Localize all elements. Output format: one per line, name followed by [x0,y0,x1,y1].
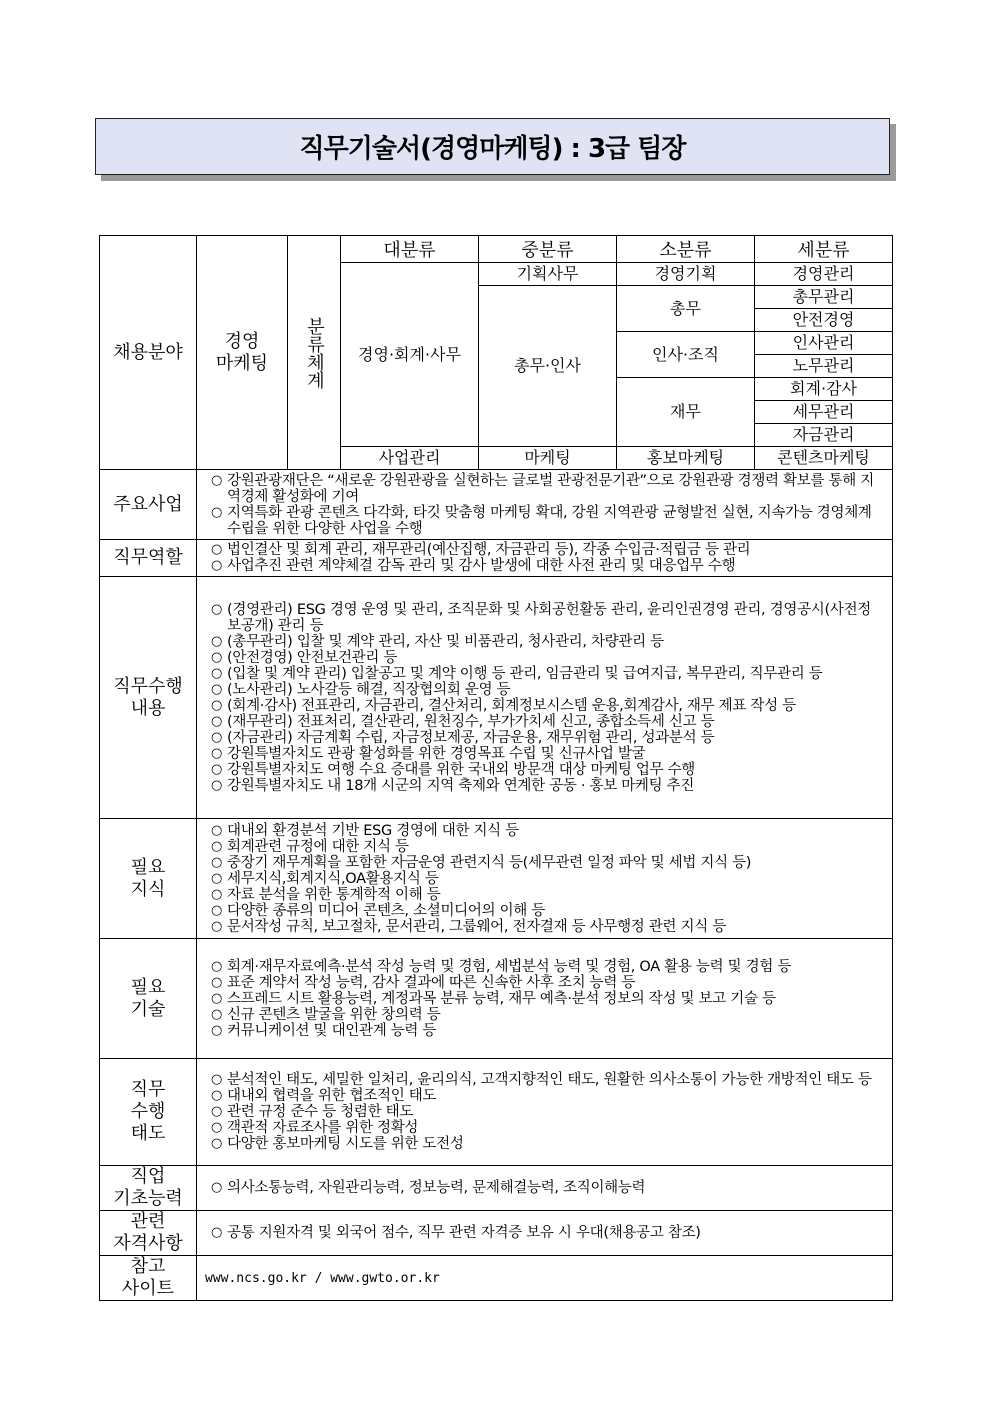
knowledge-label: 필요 지식 [100,819,197,939]
mid-category: 기획사무 [479,263,617,286]
list-item: ○ 객관적 자료조사를 위한 정확성 [211,1120,884,1136]
skills-content [197,939,893,1059]
recruit-field: 경영 마케팅 [197,236,288,470]
list-item: ○ 관련 규정 준수 등 청렴한 태도 [211,1104,884,1120]
duty-content-content [197,577,893,819]
attitude-content [197,1059,893,1166]
list-item: ○ 분석적인 태도, 세밀한 일처리, 윤리의식, 고객지향적인 태도, 원활한 의사소통이 가능한 개방적인 태도 등 [211,1072,884,1088]
list-item: ○ (총무관리) 입찰 및 계약 관리, 자산 및 비품관리, 청사관리, 차량관리 등 [211,634,884,650]
small-category: 경영기획 [617,263,755,286]
list-item: ○ 문서작성 규칙, 보고절차, 문서관리, 그룹웨어, 전자결재 등 사무행정 관련 지식 등 [211,919,884,935]
main-business-content [197,470,893,540]
list-item: ○ 강원특별자치도 내 18개 시군의 지역 축제와 연계한 공동 · 홍보 마케팅 추진 [211,778,884,794]
small-category: 인사·조직 [617,332,755,378]
duty-content-label: 직무수행 내용 [100,577,197,819]
major-category: 경영·회계·사무 [341,263,479,447]
detail-category: 콘텐츠마케팅 [755,447,893,470]
header-detail: 세분류 [755,236,893,263]
list-item: ○ 지역특화 관광 콘텐츠 다각화, 타깃 맞춤형 마케팅 확대, 강원 지역관광 균형발전 실현, 지속가능 경영체계 수립을 위한 다양한 사업을 수행 [211,505,884,537]
reference-site-link[interactable]: www.ncs.go.kr / www.gwto.or.kr [197,1256,893,1301]
list-item: ○ 사업추진 관련 계약체결 감독 관리 및 감사 발생에 대한 사전 관리 및 대응업무 수행 [211,558,884,574]
list-item: ○ (노사관리) 노사갈등 해결, 직장협의회 운영 등 [211,682,884,698]
detail-category: 세무관리 [755,401,893,424]
list-item: ○ 대내외 협력을 위한 협조적인 태도 [211,1088,884,1104]
small-category: 재무 [617,378,755,447]
list-item: ○ 법인결산 및 회계 관리, 재무관리(예산집행, 자금관리 등), 각종 수입금·적립금 등 관리 [211,542,884,558]
knowledge-content [197,819,893,939]
list-item: ○ 강원특별자치도 여행 수요 증대를 위한 국내외 방문객 대상 마케팅 업무 수행 [211,762,884,778]
detail-category: 인사관리 [755,332,893,355]
list-item: ○ 커뮤니케이션 및 대인관계 능력 등 [211,1023,884,1039]
header-mid: 중분류 [479,236,617,263]
small-category: 홍보마케팅 [617,447,755,470]
attitude-label: 직무 수행 태도 [100,1059,197,1166]
detail-category: 회계·감사 [755,378,893,401]
mid-category: 총무·인사 [479,286,617,447]
job-description-table [99,235,893,1301]
list-item: ○ (입찰 및 계약 관리) 입찰공고 및 계약 이행 등 관리, 임금관리 및 급여지급, 복무관리, 직무관리 등 [211,666,884,682]
list-item: ○ (안전경영) 안전보건관리 등 [211,650,884,666]
list-item: ○ 표준 계약서 작성 능력, 감사 결과에 따른 신속한 사후 조치 능력 등 [211,975,884,991]
reference-label: 참고 사이트 [100,1256,197,1301]
detail-category: 자금관리 [755,424,893,447]
duty-role-content [197,540,893,577]
list-item: ○ 다양한 종류의 미디어 콘텐츠, 소셜미디어의 이해 등 [211,903,884,919]
duty-role-label: 직무역할 [100,540,197,577]
page-title: 직무기술서(경영마케팅) : 3급 팀장 [95,118,890,175]
list-item: ○ 다양한 홍보마케팅 시도를 위한 도전성 [211,1136,884,1152]
list-item: ○ (재무관리) 전표처리, 결산관리, 원천징수, 부가가치세 신고, 종합소득세 신고 등 [211,714,884,730]
small-category: 총무 [617,286,755,332]
list-item: ○ (회계·감사) 전표관리, 자금관리, 결산처리, 회계정보시스템 운용,회계감사, 재무 제표 작성 등 [211,698,884,714]
header-small: 소분류 [617,236,755,263]
list-item: ○ 스프레드 시트 활용능력, 계정과목 분류 능력, 재무 예측·분석 정보의 작성 및 보고 기술 등 [211,991,884,1007]
list-item: ○ 회계·재무자료예측·분석 작성 능력 및 경험, 세법분석 능력 및 경험, OA 활용 능력 및 경험 등 [211,959,884,975]
list-item: ○ 강원관광재단은 “새로운 강원관광을 실현하는 글로벌 관광전문기관”으로 강원관광 경쟁력 확보를 통해 지역경제 활성화에 기여 [211,473,884,505]
classification-system-label: 분류체계 [288,236,341,470]
list-item: ○ 회계관련 규정에 대한 지식 등 [211,839,884,855]
detail-category: 총무관리 [755,286,893,309]
detail-category: 안전경영 [755,309,893,332]
major-category: 사업관리 [341,447,479,470]
header-major: 대분류 [341,236,479,263]
qualification-label: 관련 자격사항 [100,1211,197,1256]
list-item: ○ 강원특별자치도 관광 활성화를 위한 경영목표 수립 및 신규사업 발굴 [211,746,884,762]
basic-ability-label: 직업 기초능력 [100,1166,197,1211]
list-item: ○ 신규 콘텐츠 발굴을 위한 창의력 등 [211,1007,884,1023]
list-item: ○ 자료 분석을 위한 통계학적 이해 등 [211,887,884,903]
mid-category: 마케팅 [479,447,617,470]
list-item: ○ 대내외 환경분석 기반 ESG 경영에 대한 지식 등 [211,823,884,839]
detail-category: 경영관리 [755,263,893,286]
main-business-label: 주요사업 [100,470,197,540]
skills-label: 필요 기술 [100,939,197,1059]
list-item: ○ 공통 지원자격 및 외국어 점수, 직무 관련 자격증 보유 시 우대(채용공고 참조) [211,1225,884,1241]
list-item: ○ (경영관리) ESG 경영 운영 및 관리, 조직문화 및 사회공헌활동 관리, 윤리인권경영 관리, 경영공시(사전정보공개) 관리 등 [211,602,884,634]
list-item: ○ 중장기 재무계획을 포함한 자금운영 관련지식 등(세무관련 일정 파악 및 세법 지식 등) [211,855,884,871]
list-item: ○ 의사소통능력, 자원관리능력, 정보능력, 문제해결능력, 조직이해능력 [211,1180,884,1196]
basic-ability-content [197,1166,893,1211]
list-item: ○ (자금관리) 자금계획 수립, 자금정보제공, 자금운용, 재무위험 관리, 성과분석 등 [211,730,884,746]
qualification-content [197,1211,893,1256]
recruit-label: 채용분야 [100,236,197,470]
detail-category: 노무관리 [755,355,893,378]
list-item: ○ 세무지식,회계지식,OA활용지식 등 [211,871,884,887]
